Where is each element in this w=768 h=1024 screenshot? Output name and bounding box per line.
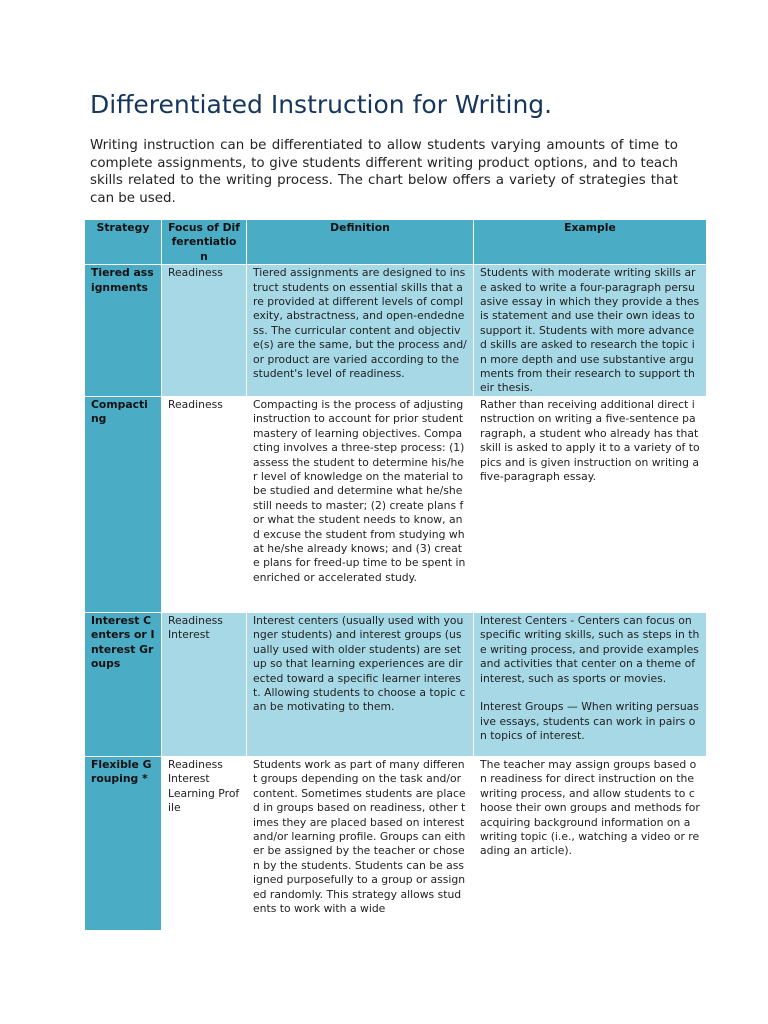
strategy-table [84, 219, 707, 931]
row-focus: Readiness [162, 396, 247, 612]
row-example: Rather than receiving additional direct instruction on writing a five-sentence paragraph, a student who already has that skill is asked to apply it to a variety of topics and is given instruction on writing a five-paragraph essay. [474, 396, 707, 612]
table-header-row [85, 220, 707, 265]
row-focus: Readiness Interest Learning Profile [162, 756, 247, 930]
row-example: Students with moderate writing skills are asked to write a four-paragraph persuasive essay in which they provide a thesis statement and use their own ideas to support it. Students with more advanced skills are asked to research the topic in more depth and use substantive arguments from their research to support their thesis. [474, 265, 707, 397]
row-definition: Tiered assignments are designed to instruct students on essential skills that are provided at different levels of complexity, abstractness, and open-endedness. The curricular content and objective(s) are the same, but the process and/or product are varied according to the student's level of readiness. [247, 265, 474, 397]
row-definition: Interest centers (usually used with younger students) and interest groups (usually used with older students) are set up so that learning experiences are directed toward a specific learner interest. Allowing students to choose a topic can be motivating to them. [247, 612, 474, 756]
header-focus: Focus of Differentiation [162, 220, 247, 265]
table-row [85, 756, 707, 930]
row-focus: Readiness Interest [162, 612, 247, 756]
header-example: Example [474, 220, 707, 265]
row-strategy: Tiered assignments [85, 265, 162, 397]
table-row [85, 396, 707, 612]
page-title: Differentiated Instruction for Writing. [90, 90, 553, 119]
row-strategy: Interest Centers or Interest Groups [85, 612, 162, 756]
row-focus: Readiness [162, 265, 247, 397]
table-row [85, 265, 707, 397]
row-example: The teacher may assign groups based on readiness for direct instruction on the writing process, and allow students to choose their own groups and methods for acquiring background information on a writing topic (i.e., watching a video or reading an article). [474, 756, 707, 930]
row-definition: Students work as part of many different groups depending on the task and/or content. Sometimes students are placed in groups based on readiness, other times they are placed based on interest and/or learning profile. Groups can either be assigned by the teacher or chosen by the students. Students can be assigned purposefully to a group or assigned randomly. This strategy allows students to work with a wide [247, 756, 474, 930]
intro-paragraph: Writing instruction can be differentiated to allow students varying amounts of time to complete assignments, to give students different writing product options, and to teach skills related to the writing process. The chart below offers a variety of strategies that can be used. [90, 138, 678, 206]
row-definition: Compacting is the process of adjusting instruction to account for prior student mastery of learning objectives. Compacting involves a three-step process: (1) assess the student to determine his/her level of knowledge on the material to be studied and determine what he/she still needs to master; (2) create plans for what the student needs to know, and excuse the student from studying what he/she already knows; and (3) create plans for freed-up time to be spent in enriched or accelerated study. [247, 396, 474, 612]
table-row [85, 612, 707, 756]
header-definition: Definition [247, 220, 474, 265]
row-strategy: Flexible Grouping * [85, 756, 162, 930]
row-strategy: Compacting [85, 396, 162, 612]
header-strategy: Strategy [85, 220, 162, 265]
row-example: Interest Centers - Centers can focus on specific writing skills, such as steps in the writing process, and provide examples and activities that center on a theme of interest, such as sports or movies. Interest Groups — When writing persuasive essays, students can work in pairs on topics of interest. [474, 612, 707, 756]
